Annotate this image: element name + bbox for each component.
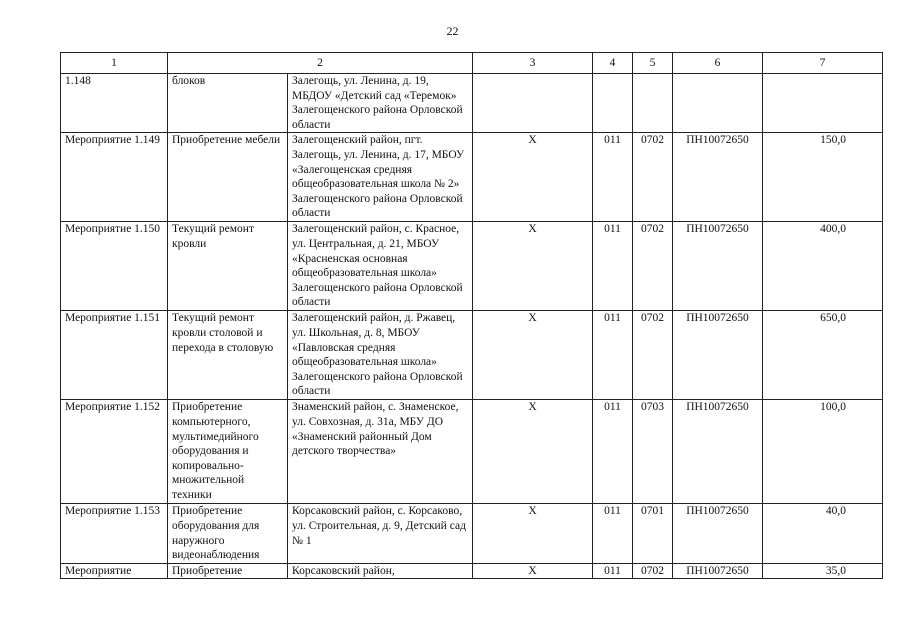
col3-cell: Х [473, 133, 593, 222]
measure-address-cell: Корсаковский район, [288, 563, 473, 579]
col3-cell: Х [473, 504, 593, 563]
col7-cell: 40,0 [763, 504, 883, 563]
measure-name-cell: Текущий ремонт кровли [168, 222, 288, 311]
col7-cell: 35,0 [763, 563, 883, 579]
header-col-6: 6 [673, 53, 763, 74]
measure-name-cell: блоков [168, 74, 288, 133]
col3-cell [473, 74, 593, 133]
measure-name-cell: Приобретение мебели [168, 133, 288, 222]
header-col-4: 4 [593, 53, 633, 74]
col5-cell: 0702 [633, 311, 673, 400]
col7-cell: 100,0 [763, 400, 883, 504]
measures-table [60, 52, 883, 579]
col7-cell [763, 74, 883, 133]
measure-id-cell: 1.148 [61, 74, 168, 133]
col4-cell [593, 74, 633, 133]
col6-cell: ПН10072650 [673, 504, 763, 563]
header-col-2: 2 [168, 53, 473, 74]
col6-cell: ПН10072650 [673, 133, 763, 222]
measure-id-cell: Мероприятие 1.153 [61, 504, 168, 563]
table-row [61, 133, 883, 222]
measure-address-cell: Знаменский район, с. Знаменское, ул. Совхозная, д. 31а, МБУ ДО «Знаменский районный Дом детского творчества» [288, 400, 473, 504]
col6-cell: ПН10072650 [673, 222, 763, 311]
header-col-3: 3 [473, 53, 593, 74]
col5-cell: 0702 [633, 563, 673, 579]
header-col-1: 1 [61, 53, 168, 74]
measure-name-cell: Приобретение оборудования для наружного видеонаблюдения [168, 504, 288, 563]
measure-id-cell: Мероприятие 1.150 [61, 222, 168, 311]
col5-cell: 0701 [633, 504, 673, 563]
col4-cell: 011 [593, 563, 633, 579]
col3-cell: Х [473, 222, 593, 311]
col7-cell: 150,0 [763, 133, 883, 222]
measure-name-cell: Приобретение компьютерного, мультимедийного оборудования и копировально-множительной техники [168, 400, 288, 504]
table-row [61, 74, 883, 133]
measure-name-cell: Приобретение [168, 563, 288, 579]
col6-cell: ПН10072650 [673, 563, 763, 579]
measure-address-cell: Залегощенский район, пгт. Залегощь, ул. Ленина, д. 17, МБОУ «Залегощенская средняя общеобразовательная школа № 2» Залегощенского района Орловской области [288, 133, 473, 222]
table-row [61, 400, 883, 504]
col3-cell: Х [473, 400, 593, 504]
col4-cell: 011 [593, 311, 633, 400]
measure-id-cell: Мероприятие 1.151 [61, 311, 168, 400]
measure-name-cell: Текущий ремонт кровли столовой и перехода в столовую [168, 311, 288, 400]
header-col-7: 7 [763, 53, 883, 74]
page-number: 22 [446, 24, 459, 38]
table-row [61, 563, 883, 579]
header-row [61, 53, 883, 74]
table-row [61, 222, 883, 311]
measure-id-cell: Мероприятие 1.152 [61, 400, 168, 504]
col6-cell: ПН10072650 [673, 311, 763, 400]
measure-address-cell: Корсаковский район, с. Корсаково, ул. Строительная, д. 9, Детский сад № 1 [288, 504, 473, 563]
col4-cell: 011 [593, 222, 633, 311]
measure-id-cell: Мероприятие 1.149 [61, 133, 168, 222]
col4-cell: 011 [593, 504, 633, 563]
table-row [61, 504, 883, 563]
col5-cell: 0702 [633, 222, 673, 311]
header-col-5: 5 [633, 53, 673, 74]
col5-cell: 0702 [633, 133, 673, 222]
col6-cell: ПН10072650 [673, 400, 763, 504]
col3-cell: Х [473, 311, 593, 400]
measure-address-cell: Залегощь, ул. Ленина, д. 19, МБДОУ «Детский сад «Теремок» Залегощенского района Орловской области [288, 74, 473, 133]
col7-cell: 650,0 [763, 311, 883, 400]
measure-address-cell: Залегощенский район, д. Ржавец, ул. Школьная, д. 8, МБОУ «Павловская средняя общеобразовательная школа» Залегощенского района Орловской области [288, 311, 473, 400]
table-row [61, 311, 883, 400]
measure-address-cell: Залегощенский район, с. Красное, ул. Центральная, д. 21, МБОУ «Красненская основная общеобразовательная школа» Залегощенского района Орловской области [288, 222, 473, 311]
col5-cell [633, 74, 673, 133]
col7-cell: 400,0 [763, 222, 883, 311]
measure-id-cell: Мероприятие [61, 563, 168, 579]
col4-cell: 011 [593, 133, 633, 222]
col5-cell: 0703 [633, 400, 673, 504]
col6-cell [673, 74, 763, 133]
col4-cell: 011 [593, 400, 633, 504]
col3-cell: Х [473, 563, 593, 579]
